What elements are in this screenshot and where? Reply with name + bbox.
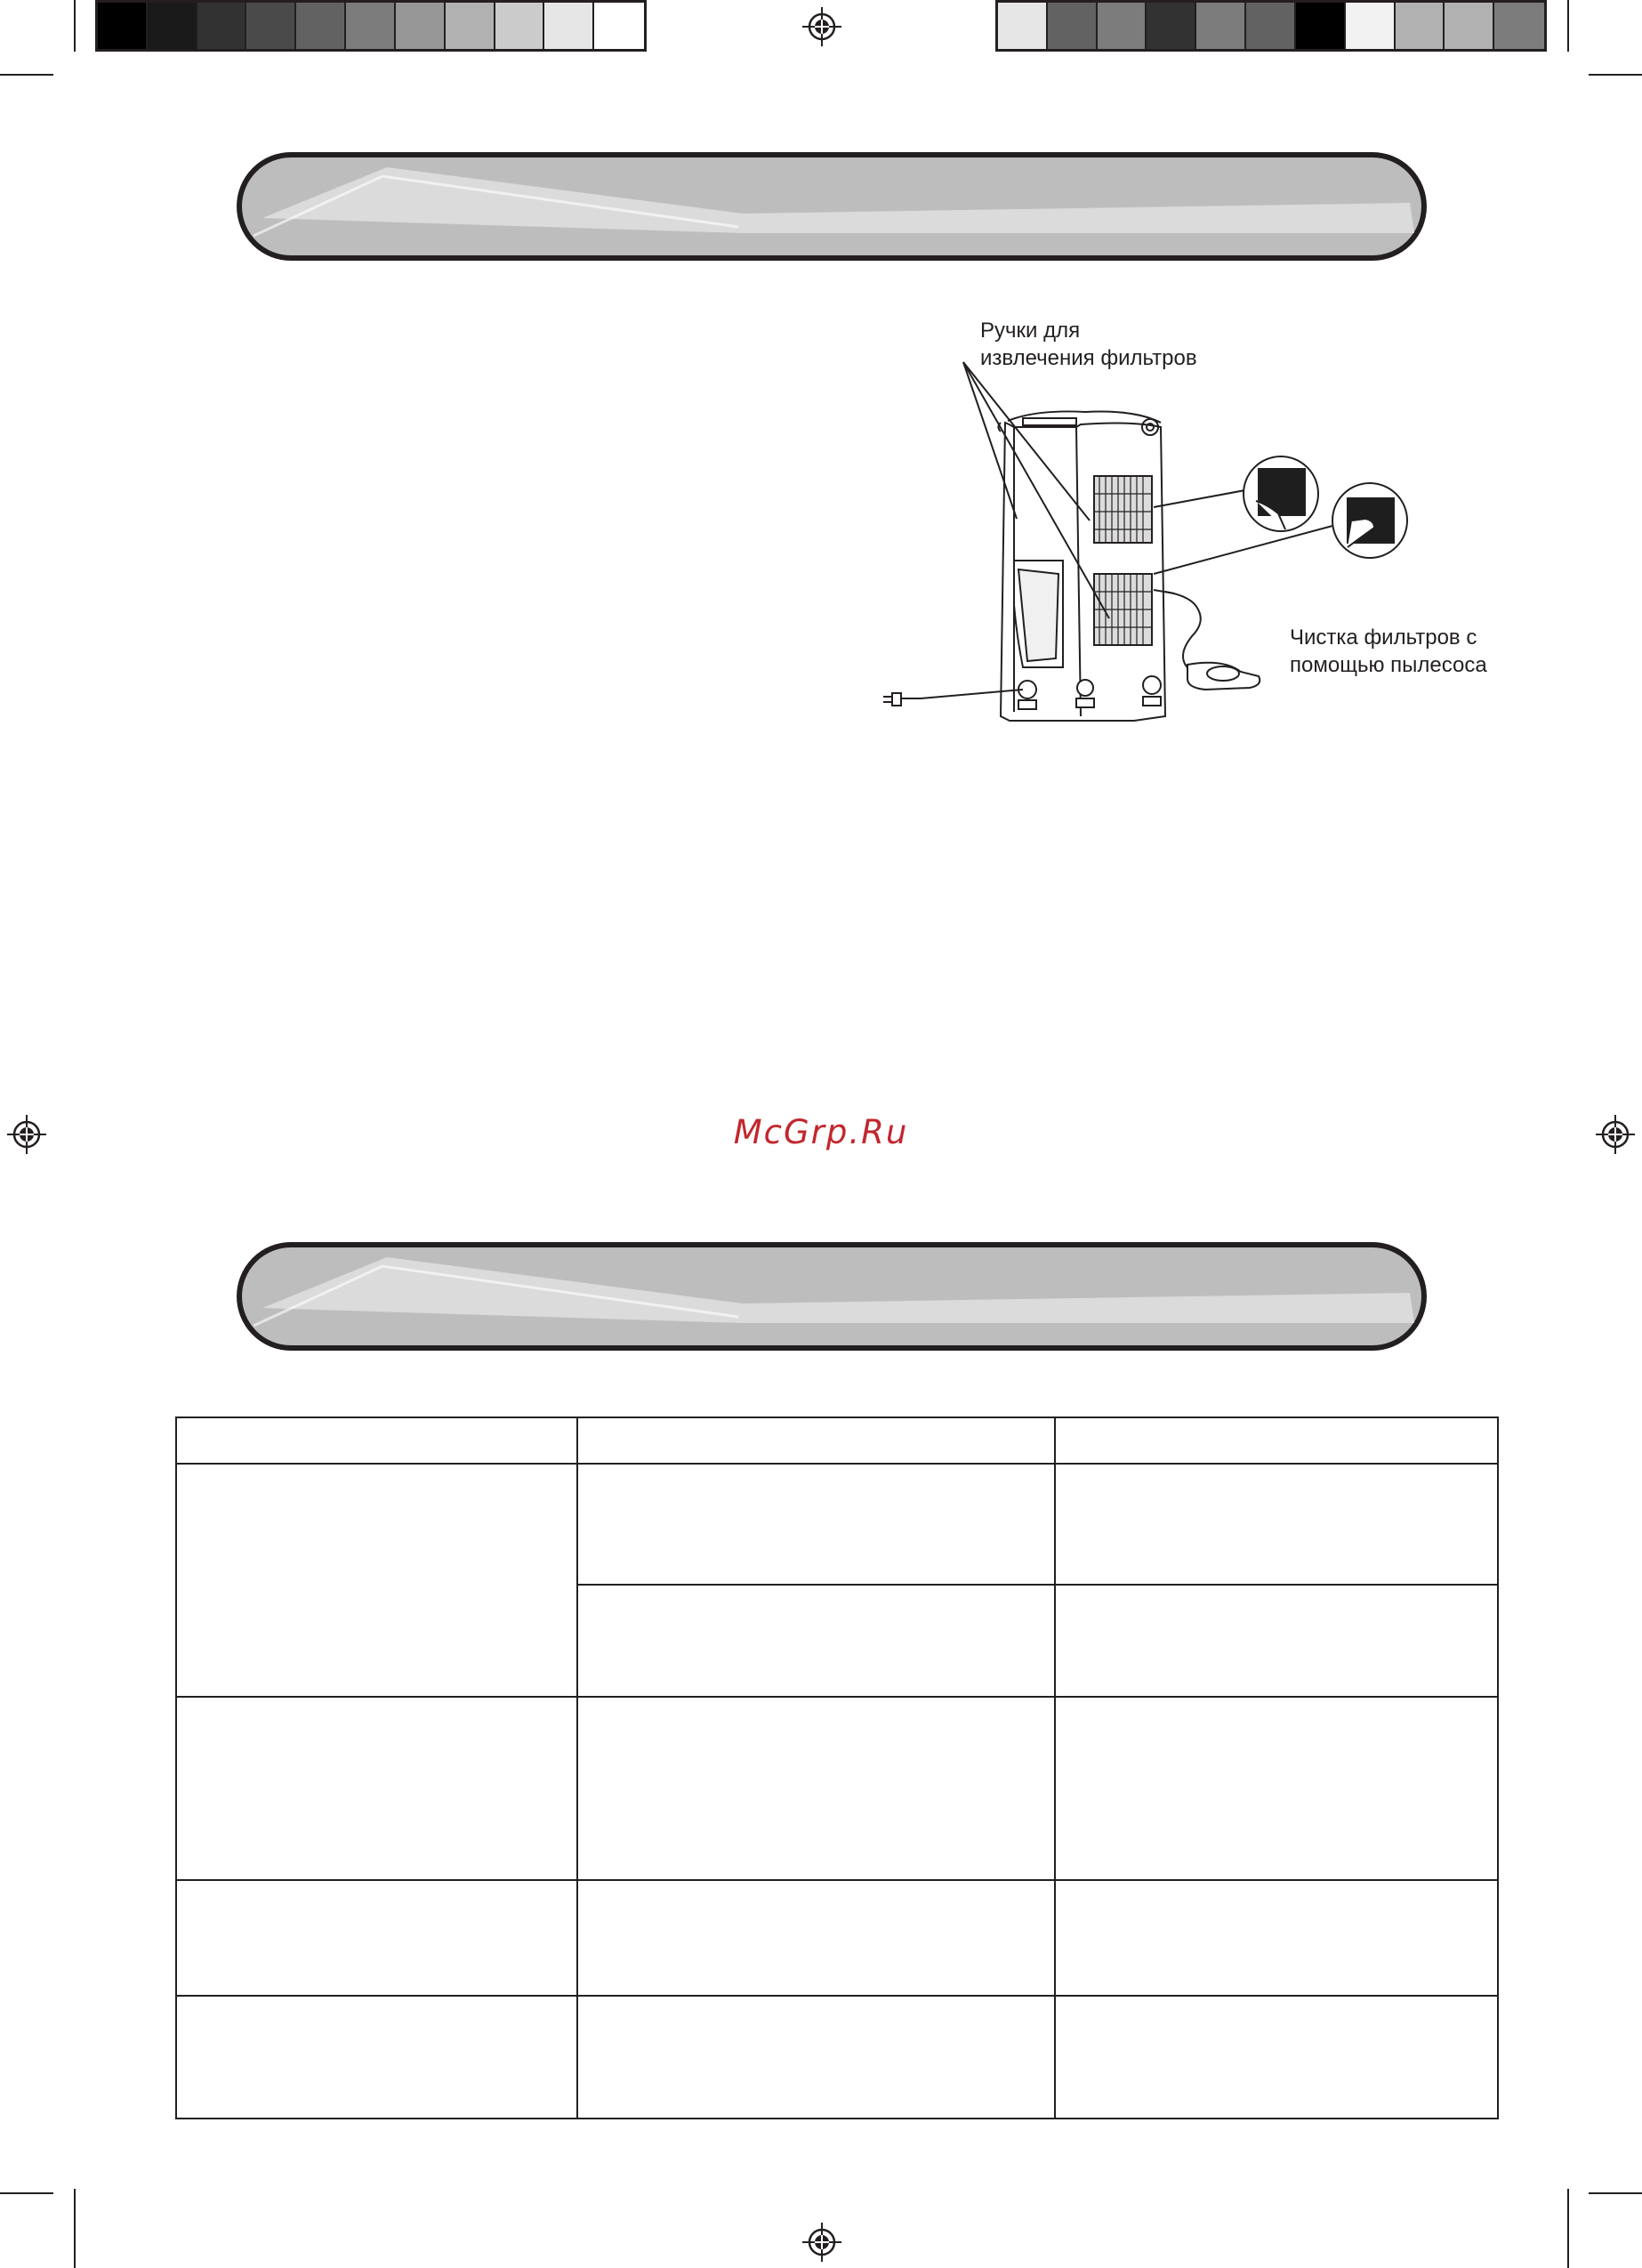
trim-mark bbox=[1589, 74, 1642, 76]
color-swatch bbox=[1494, 3, 1544, 49]
table-cell bbox=[577, 1996, 1055, 2119]
color-swatch bbox=[346, 3, 396, 49]
table-cell bbox=[1055, 1585, 1498, 1697]
registration-mark-icon bbox=[802, 7, 841, 46]
label-vacuum-cleaning-line1: Чистка фильтров с bbox=[1290, 626, 1477, 650]
color-swatch bbox=[544, 3, 594, 49]
table-cell bbox=[1055, 1996, 1498, 2119]
color-swatch bbox=[1196, 3, 1246, 49]
color-swatch bbox=[1346, 3, 1396, 49]
table-cell bbox=[176, 1464, 577, 1697]
color-swatch bbox=[296, 3, 346, 49]
section-header-banner bbox=[236, 1241, 1428, 1352]
trim-mark bbox=[74, 0, 76, 52]
registration-mark-icon bbox=[802, 2223, 841, 2262]
color-calibration-strip-right bbox=[995, 0, 1547, 52]
table-header-cell bbox=[577, 1417, 1055, 1464]
label-vacuum-cleaning-line2: помощью пылесоса bbox=[1290, 653, 1487, 677]
trim-mark bbox=[0, 74, 53, 76]
table-cell bbox=[1055, 1697, 1498, 1880]
table-cell bbox=[176, 1697, 577, 1880]
color-swatch bbox=[148, 3, 197, 49]
watermark-text: McGrp.Ru bbox=[733, 1113, 909, 1151]
table-row bbox=[176, 1880, 1498, 1996]
color-swatch bbox=[446, 3, 495, 49]
table-cell bbox=[577, 1880, 1055, 1996]
color-swatch bbox=[1048, 3, 1098, 49]
table-header-cell bbox=[1055, 1417, 1498, 1464]
trim-mark bbox=[1567, 2189, 1569, 2268]
table-header-row bbox=[176, 1417, 1498, 1464]
color-swatch bbox=[998, 3, 1048, 49]
color-swatch bbox=[1396, 3, 1445, 49]
table-cell bbox=[577, 1464, 1055, 1585]
color-swatch bbox=[1445, 3, 1494, 49]
label-filter-handles-line2: извлечения фильтров bbox=[980, 346, 1197, 370]
color-swatch bbox=[495, 3, 545, 49]
color-swatch bbox=[197, 3, 247, 49]
table-cell bbox=[1055, 1880, 1498, 1996]
trim-mark bbox=[0, 2192, 53, 2194]
color-swatch bbox=[396, 3, 446, 49]
trim-mark bbox=[1589, 2192, 1642, 2194]
table-row bbox=[176, 1996, 1498, 2119]
color-swatch bbox=[1098, 3, 1147, 49]
table-cell bbox=[577, 1697, 1055, 1880]
section-header-banner bbox=[236, 151, 1428, 262]
table-row bbox=[176, 1464, 1498, 1585]
table-cell bbox=[577, 1585, 1055, 1697]
filter-cleaning-illustration bbox=[867, 307, 1508, 725]
table-cell bbox=[176, 1996, 577, 2119]
troubleshooting-table bbox=[175, 1416, 1499, 2119]
label-filter-handles-line1: Ручки для bbox=[980, 319, 1081, 343]
table-header-cell bbox=[176, 1417, 577, 1464]
color-swatch bbox=[98, 3, 148, 49]
color-swatch bbox=[594, 3, 644, 49]
color-calibration-strip-left bbox=[95, 0, 647, 52]
color-swatch bbox=[1296, 3, 1346, 49]
table-cell bbox=[176, 1880, 577, 1996]
trim-mark bbox=[1567, 0, 1569, 52]
color-swatch bbox=[1147, 3, 1196, 49]
trim-mark bbox=[74, 2189, 76, 2268]
color-swatch bbox=[1246, 3, 1296, 49]
table-cell bbox=[1055, 1464, 1498, 1585]
table-row bbox=[176, 1697, 1498, 1880]
color-swatch bbox=[246, 3, 296, 49]
